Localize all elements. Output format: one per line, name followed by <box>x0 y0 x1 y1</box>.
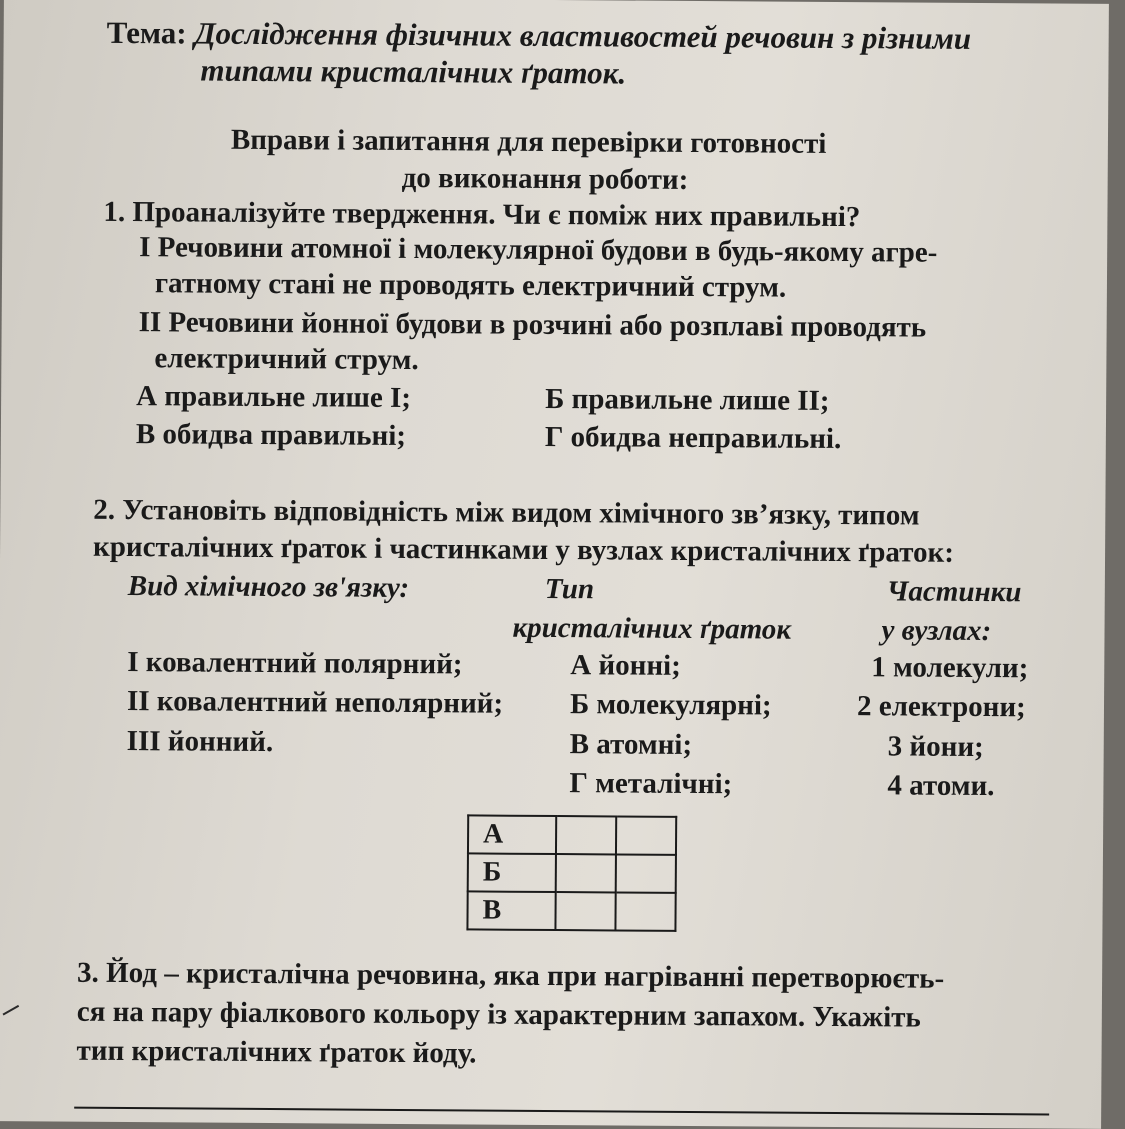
q1-statement-2-line-2: електричний струм. <box>154 342 419 377</box>
section-heading-line-2: до виконання роботи: <box>401 161 689 196</box>
q3-line-2: ся на пару фіалкового кольору із характерним запахом. Укажіть <box>76 995 921 1034</box>
answer-cell[interactable] <box>615 892 675 930</box>
q2-col2-item: В атомні; <box>569 728 693 761</box>
topic-text: Дослідження фізичних властивостей речовин з різними <box>194 15 972 56</box>
answer-cell[interactable] <box>616 816 676 854</box>
answer-grid-row-label: А <box>468 815 556 854</box>
q2-col1-item: I ковалентний полярний; <box>127 646 463 681</box>
answer-cell[interactable] <box>616 854 676 892</box>
q1-option-a: А правильне лише I; <box>136 380 412 415</box>
q2-col1-item: II ковалентний неполярний; <box>126 685 504 720</box>
answer-grid-row <box>467 891 675 930</box>
answer-grid-row-label: Б <box>468 853 556 892</box>
topic-title-line-1 <box>107 15 972 57</box>
q2-col3-header-2: у вузлах: <box>881 614 992 648</box>
q2-col1-item: III йонний. <box>126 725 274 759</box>
q2-col3-item: 1 молекули; <box>871 651 1029 685</box>
q2-col2-item: А йонні; <box>570 649 681 682</box>
q2-prompt-line-2: кристалічних ґраток і частинками у вузлах кристалічних ґраток: <box>92 530 955 569</box>
q1-option-b: Б правильне лише II; <box>545 382 830 417</box>
answer-line[interactable] <box>74 1107 1049 1116</box>
q2-col2-header-1: Тип <box>544 572 595 606</box>
topic-label: Тема: <box>106 14 187 51</box>
pen-mark <box>3 1005 20 1016</box>
topic-title-line-2: типами кристалічних ґраток. <box>200 52 627 91</box>
answer-grid-row-label: В <box>467 891 555 930</box>
q1-option-g: Г обидва неправильні. <box>544 420 842 456</box>
q2-col2-header-2: кристалічних ґраток <box>512 611 792 646</box>
q2-col2-item: Г металічні; <box>569 767 733 801</box>
q2-col3-item: 4 атоми. <box>887 769 995 803</box>
q1-statement-1-line-2: гатному стані не проводять електричний струм. <box>154 267 787 304</box>
q1-statement-2-line-1: II Речовини йонної будови в розчині або розплаві проводять <box>138 306 927 344</box>
q3-line-3: тип кристалічних ґраток йоду. <box>76 1034 477 1070</box>
q2-col3-header-1: Частинки <box>886 575 1022 609</box>
q1-prompt: 1. Проаналізуйте твердження. Чи є поміж них правильні? <box>103 195 861 234</box>
q2-col2-item: Б молекулярні; <box>569 688 772 722</box>
q1-statement-1-line-1: I Речовини атомної і молекулярної будови в будь-якому агре- <box>139 231 938 269</box>
answer-cell[interactable] <box>556 816 616 854</box>
q2-prompt-line-1: 2. Установіть відповідність між видом хімічного зв’язку, типом <box>93 493 920 532</box>
answer-grid <box>466 814 677 931</box>
q1-option-v: В обидва правильні; <box>135 418 407 452</box>
answer-cell[interactable] <box>555 892 615 930</box>
q2-col1-header: Вид хімічного зв'язку: <box>127 570 410 604</box>
answer-cell[interactable] <box>556 854 616 892</box>
q3-line-1: 3. Йод – кристалічна речовина, яка при нагріванні перетворюєть- <box>77 956 945 995</box>
answer-grid-row <box>468 815 676 854</box>
q2-col3-item: 2 електрони; <box>856 690 1026 724</box>
section-heading-line-1: Вправи і запитання для перевірки готовності <box>230 123 827 160</box>
answer-grid-row <box>468 853 676 892</box>
q2-col3-item: 3 йони; <box>887 730 984 764</box>
